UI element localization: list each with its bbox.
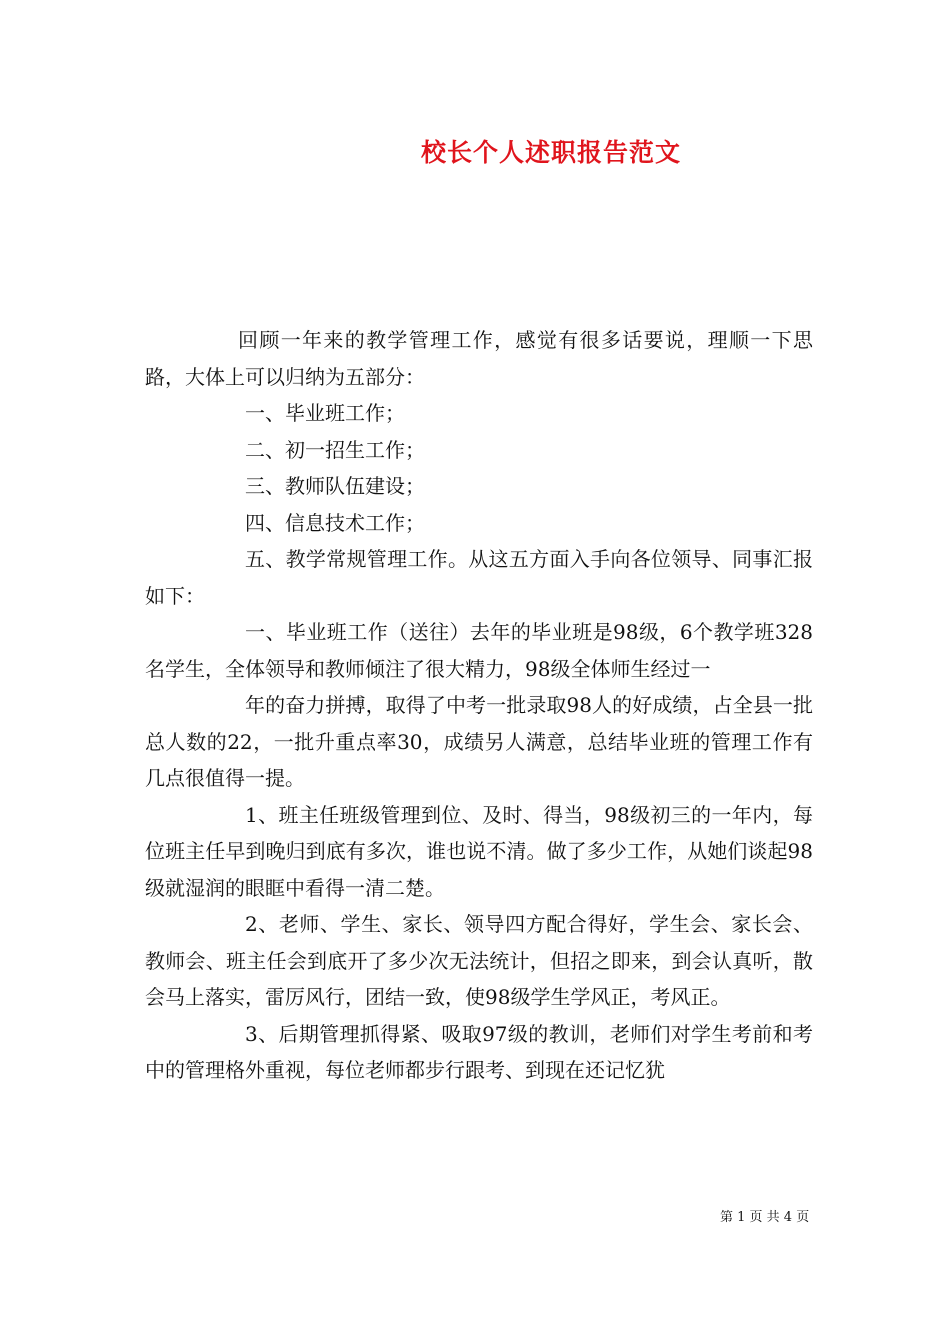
list-item: 二、初一招生工作； (245, 437, 425, 462)
paragraph: 五、教学常规管理工作。从这五方面入手向各位领导、同事汇报如下： (145, 547, 813, 608)
paragraph: 1、班主任班级管理到位、及时、得当，98级初三的一年内，每位班主任早到晚归到底有多次，谁也说不清。做了多少工作，从她们谈起98级就湿润的眼眶中看得一清二楚。 (145, 802, 813, 900)
document-title: 校长个人述职报告范文 (420, 138, 681, 167)
paragraph: 一、毕业班工作（送往）去年的毕业班是98级，6个教学班328名学生，全体领导和教师倾注了很大精力，98级全体师生经过一 (145, 620, 813, 681)
paragraph: 年的奋力拼搏，取得了中考一批录取98人的好成绩，占全县一批总人数的22，一批升重点率30，成绩另人满意，总结毕业班的管理工作有几点很值得一提。 (145, 693, 813, 790)
list-item: 四、信息技术工作； (245, 510, 425, 535)
paragraph: 回顾一年来的教学管理工作，感觉有很多话要说，理顺一下思路，大体上可以归纳为五部分： (145, 328, 813, 389)
page-number: 第 1 页 共 4 页 (720, 1210, 810, 1225)
paragraph: 3、后期管理抓得紧、吸取97级的教训，老师们对学生考前和考中的管理格外重视，每位老师都步行跟考、到现在还记忆犹 (145, 1021, 813, 1082)
paragraph: 2、老师、学生、家长、领导四方配合得好，学生会、家长会、教师会、班主任会到底开了多少次无法统计，但招之即来，到会认真听，散会马上落实，雷厉风行，团结一致，使98级学生学风正，考风正。 (145, 912, 813, 1009)
list-item: 一、毕业班工作； (245, 401, 405, 425)
document-body (145, 322, 813, 1089)
list-item: 三、教师队伍建设； (245, 474, 425, 498)
